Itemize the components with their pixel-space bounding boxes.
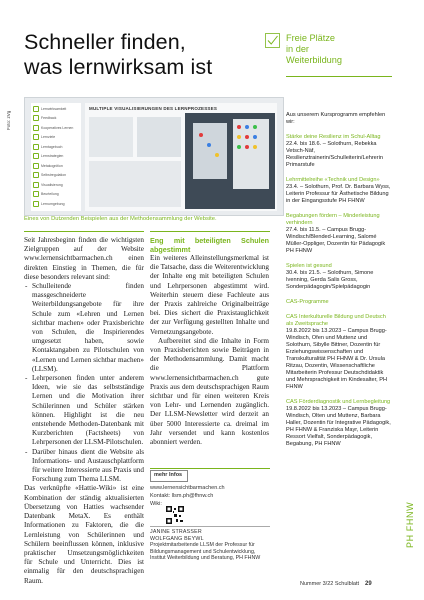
screenshot-sidebar-item: Feedback (33, 114, 79, 122)
screenshot-sidebar-item: Lernwirksamkeit (33, 105, 79, 113)
paragraph: Seit Jahresbeginn finden die wichtigsten Zielgruppen auf der Website www.lernensichtbarmachen.ch einen direkten Einstieg in Themen, die für diese besonders relevant sind: (24, 236, 144, 281)
photo-credit: Foto: zVg (6, 110, 11, 130)
website-link[interactable]: www.lernensichtbarmachen.ch (150, 485, 225, 491)
course-details: 19.8.2022 bis 13.2023 – Campus Brugg-Windisch, Ofen und Muttenz und Solothurn, Sibylle Bittner, Dozentin für Erziehungswissenschaften und Transkulturalität PH FHNW & Dr. Ursula Ritzau, Dozentin, Wissenschaftliche Mitarbeiterin Professur Deutschdidaktik und Mehrsprachigkeit im Kindesalter, PH FHNW (286, 328, 388, 390)
author-name-1: JANINE STRASSER (150, 529, 202, 535)
column-divider (150, 231, 270, 232)
course-details: 23.4. – Solothurn, Prof. Dr. Barbara Wyss, Leiterin Professur für Ästhetische Bildung in der Eingangsstufe PH FHNW (286, 184, 391, 204)
course-item (286, 213, 391, 255)
course-item (286, 134, 391, 169)
bullet-list (24, 282, 144, 484)
paragraph: Das verknüpfte «Hattie-Wiki» ist eine Kombination der ständig aktualisierten Übersetzung von Hatties wachsender Datenbank MetaX. Es enthält Informationen zu Faktoren, die die Lernleistung von Schülerinnen und Schülern beeinflussen können, inklusive praktischer Umsetzungsmöglichkeiten für Schule und Unterricht. Dies ist einmalig für den deutschsprachigen Raum. (24, 484, 144, 585)
course-item (286, 263, 391, 291)
screenshot-sidebar-item: Selbstregulation (33, 171, 79, 179)
course-details: 27.4. bis 11.5. – Campus Brugg-Windisch/Blended-Learning, Salomé Müller-Oppliger, Dozentin für Pädagogik PH FHNW (286, 227, 386, 254)
qr-code-icon (166, 506, 184, 524)
course-item (286, 399, 391, 448)
contact-email[interactable]: Kontakt: llsm.ph@fhnw.ch (150, 493, 214, 499)
screenshot-title: MULTIPLE VISUALISIERUNGEN DES LERNPROZESSES (89, 106, 218, 111)
website-screenshot-image (24, 97, 284, 216)
course-intro: Aus unserem Kursprogramm empfehlen wir: (286, 112, 386, 125)
list-item: - Lehrpersonen finden unter anderem Ideen, wie sie das selbstständige Lernen und die Motivation ihrer Schülerinnen und Schüler stärken können. Highlight ist die neu entstehende Methoden-Datenbank mit Kurzberichten (Factsheets) von Lehrpersonen der LLSM-Pilotschulen. (32, 374, 144, 448)
page-number: 29 (365, 581, 372, 587)
list-item: - Darüber hinaus dient die Website als Informations- und Austauschplattform für weitere Interessierte aus Praxis und Forschung zum Thema LLSM. (32, 448, 144, 485)
page-headline (24, 30, 264, 80)
course-title[interactable]: Stärke deine Resilienz im Schul-Alltag (286, 134, 381, 140)
info-label: mehr Infos (154, 472, 183, 478)
column-divider (24, 231, 144, 232)
vertical-section-label: PH FHNW (405, 501, 415, 548)
article-column-2 (150, 236, 269, 447)
course-item (286, 314, 391, 391)
course-title[interactable]: CAS Interkulturelle Bildung und Deutsch als Zweitsprache (286, 314, 386, 327)
screenshot-sidebar-item: Metakognition (33, 162, 79, 170)
course-item (286, 299, 391, 306)
course-item (286, 177, 391, 205)
screenshot-sidebar-item: Kooperatives Lernen (33, 124, 79, 132)
wiki-label: Wiki: (150, 501, 162, 507)
screenshot-sidebar-item: Visualisierung (33, 181, 79, 189)
screenshot-sidebar (31, 103, 81, 211)
author-divider (150, 526, 270, 527)
issue-label: Nummer 3/22 Schulblatt (300, 581, 359, 587)
screenshot-sidebar-item: Lernumgebung (33, 200, 79, 208)
screenshot-text-block (137, 117, 181, 157)
sidebar-divider (286, 76, 392, 77)
screenshot-sidebar-item: Beurteilung (33, 190, 79, 198)
screenshot-text-block (89, 117, 133, 157)
author-role: Projektmitarbeitende LLSM der Professur für Bildungsmanagement und Schulentwicklung, Institut Weiterbildung und Beratung, PH FHNW (150, 542, 261, 561)
author-name-2: WOLFGANG BEYWL (150, 535, 204, 542)
screenshot-sidebar-item: Lerntagebuch (33, 143, 79, 151)
headline-line-2: was lernwirksam ist (24, 55, 213, 79)
course-section-title[interactable]: CAS-Programme (286, 299, 329, 305)
paragraph: Aufbereitet sind die Inhalte in Form von Praxisberichten sowie Beiträgen in der Methodensammlung. Damit macht die Plattform www.lernensichtbarmachen.ch gute Praxis aus dem deutschsprachigen Raum sichtbar und für einen weiteren Kreis von Lehr- und Lernenden zugänglich. Der LLSM-Newsletter wird derzeit an über 5000 Interessierte ca. dreimal im Jahr versendet und kann kostenlos abonniert werden. (150, 336, 269, 447)
course-details: 30.4. bis 21.5. – Solothurn, Simone Ivenning, Gerda Salis Gross, Sonderpädagogin/Spielpädagogin (286, 270, 374, 290)
screenshot-text-block (89, 161, 181, 207)
sidebar-title: Freie Plätze in der Weiterbildung (286, 33, 343, 65)
course-title[interactable]: Spielen ist gesund (286, 263, 332, 269)
course-title[interactable]: CAS Förderdiagnostik und Lernbegleitung (286, 399, 391, 405)
course-details: 19.8.2022 bis 13.2023 – Campus Brugg-Windisch, Olten und Muttenz, Barbara Haller, Dozentin für Integrative Pädagogik, PH FHNW & Franziska Mayr, Leiterin Ressort Vielfalt, Sonderpädagogik, Begabung, PH FHNW (286, 406, 391, 447)
checkbox-check-icon (265, 33, 280, 48)
headline-line-1: Schneller finden, (24, 30, 186, 54)
section-subhead: Eng mit beteiligten Schulen abgestimmt (150, 236, 269, 254)
classroom-photo (185, 113, 275, 209)
screenshot-sidebar-item: Lernziele (33, 133, 79, 141)
screenshot-sidebar-item: Lernstrategien (33, 152, 79, 160)
course-details: 22.4. bis 18.6. – Solothurn, Rebekka Vetsch-Näf, Resilienztrainerin/Schulleiterin/Lehrerin Primarstufe (286, 141, 384, 168)
info-divider (150, 468, 270, 469)
image-caption: Eines von Dutzenden Beispielen aus der Methodensammlung der Website. (24, 216, 217, 222)
article-column-1 (24, 236, 144, 586)
course-title[interactable]: Begabungen fördern – Minderleistung verhindern (286, 213, 380, 226)
list-item: - Schulleitende finden massgeschneiderte Weiterbildungsangebote für ihre Schule zum «Lehren und Lernen sichtbar machen» oder Praxisberichte von Schulen, die Inspirierendes umgesetzt haben, sowie Kontaktangaben zu Pilotschulen von «Lernen und Lernen sichtbar machen» (LLSM). (32, 282, 144, 374)
course-list (286, 112, 391, 456)
page-footer (300, 581, 372, 587)
screenshot-main (85, 103, 277, 211)
author-info (150, 529, 270, 562)
paragraph: Ein weiteres Alleinstellungsmerkmal ist die Tatsache, dass die Weiterentwicklung der Inhalte eng mit beteiligten Schulen und Lehrpersonen abgestimmt wird. Weiterhin steuern diese Fachleute aus der Praxis zahlreiche Originalbeiträge bei. Dies sichert die Praxistauglichkeit der zur Verfügung gestellten Inhalte und Vernetzungsangebote. (150, 254, 269, 336)
course-title[interactable]: Lehrmittelreihe «Technik und Design» (286, 177, 380, 183)
info-box (150, 484, 270, 508)
